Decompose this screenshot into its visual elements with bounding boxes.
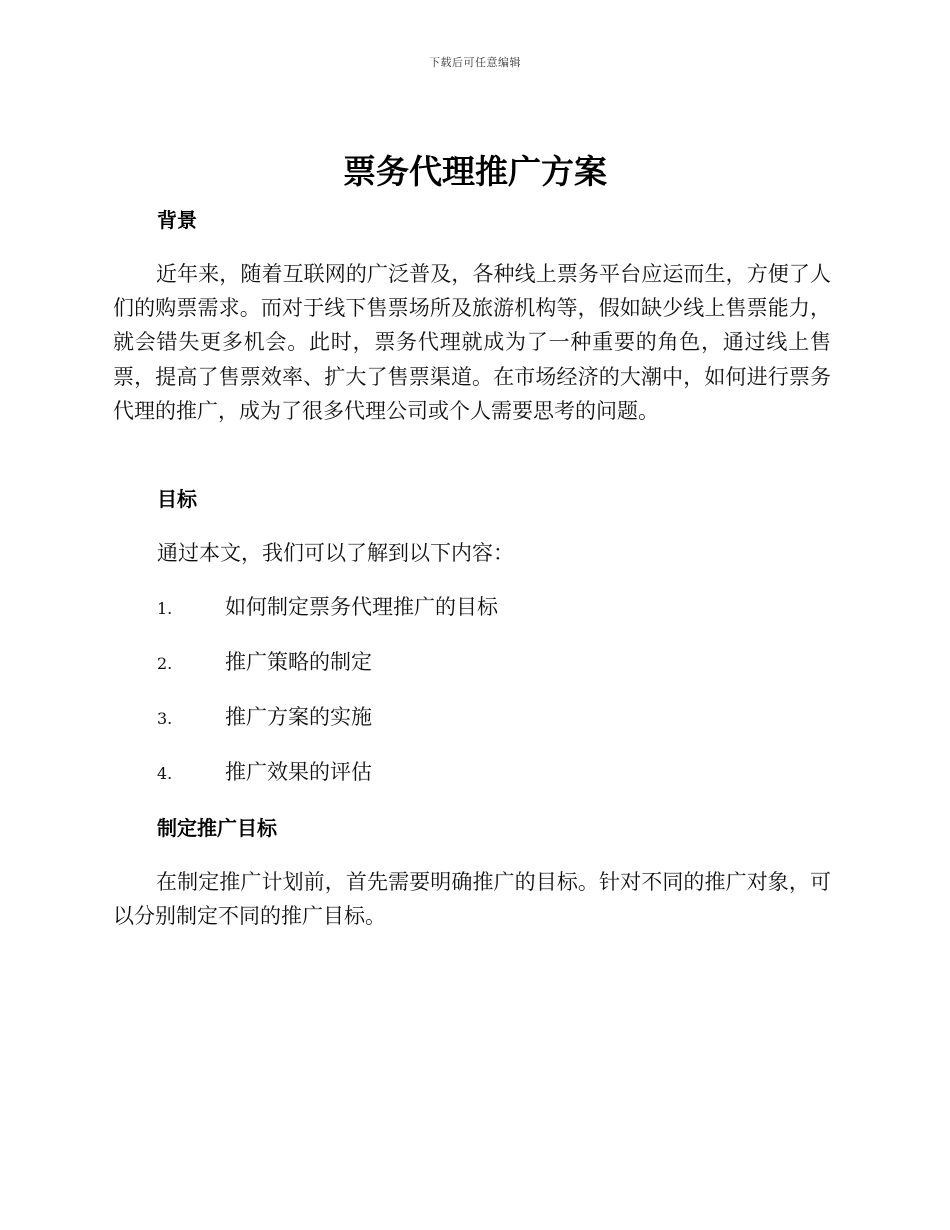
list-item	[157, 647, 757, 702]
list-item-text: 推广效果的评估	[225, 760, 372, 784]
list-item-text: 推广策略的制定	[225, 650, 372, 674]
list-item	[157, 702, 757, 757]
document-title: 票务代理推广方案	[343, 152, 607, 191]
list-item-number: 4.	[157, 764, 173, 783]
section-heading-set-goals: 制定推广目标	[157, 816, 277, 840]
list-item-text: 推广方案的实施	[225, 705, 372, 729]
list-item	[157, 592, 757, 647]
list-item-number: 3.	[157, 709, 173, 728]
section-heading-background: 背景	[157, 208, 197, 232]
list-item-text: 如何制定票务代理推广的目标	[225, 595, 498, 619]
header-note: 下载后可任意编辑	[429, 56, 521, 69]
goals-list	[157, 592, 757, 812]
set-goals-paragraph: 在制定推广计划前，首先需要明确推广的目标。针对不同的推广对象，可以分别制定不同的推广目标。	[113, 870, 831, 929]
list-item	[157, 757, 757, 812]
goals-intro: 通过本文，我们可以了解到以下内容：	[157, 541, 514, 565]
list-item-number: 2.	[157, 654, 173, 673]
section-heading-goals: 目标	[157, 487, 197, 511]
background-paragraph: 近年来，随着互联网的广泛普及，各种线上票务平台应运而生，方便了人们的购票需求。而对于线下售票场所及旅游机构等，假如缺少线上售票能力，就会错失更多机会。此时，票务代理就成为了一种重要的角色，通过线上售票，提高了售票效率、扩大了售票渠道。在市场经济的大潮中，如何进行票务代理的推广，成为了很多代理公司或个人需要思考的问题。	[113, 262, 831, 423]
list-item-number: 1.	[157, 599, 173, 618]
